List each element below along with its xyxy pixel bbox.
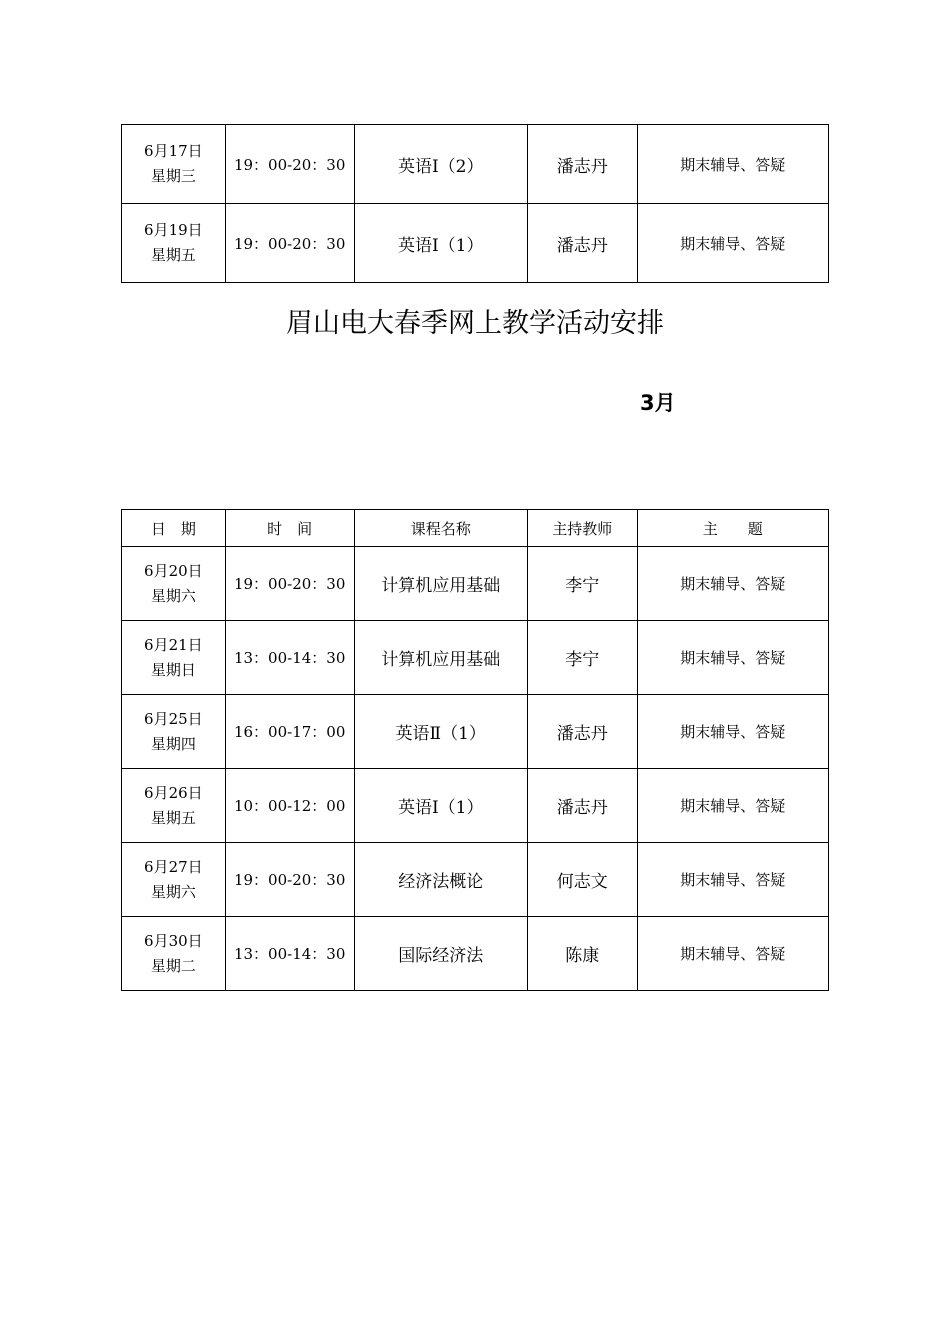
- header-topic: 主 题: [637, 510, 828, 547]
- header-date: 日 期: [122, 510, 226, 547]
- time-cell: 13：00-14：30: [225, 621, 354, 695]
- topic-cell: 期末辅导、答疑: [637, 204, 828, 283]
- time-cell: 13：00-14：30: [225, 917, 354, 991]
- teacher-cell: 李宁: [527, 547, 637, 621]
- table-row: [122, 843, 829, 917]
- topic-cell: 期末辅导、答疑: [637, 917, 828, 991]
- date-cell: 6月17日 星期三: [122, 125, 226, 204]
- course-cell: 英语Ⅰ（1）: [354, 769, 527, 843]
- topic-cell: 期末辅导、答疑: [637, 125, 828, 204]
- time-cell: 10：00-12：00: [225, 769, 354, 843]
- schedule-table-continued: [121, 124, 829, 283]
- course-cell: 英语Ⅰ（1）: [354, 204, 527, 283]
- header-time: 时 间: [225, 510, 354, 547]
- course-cell: 英语Ⅰ（2）: [354, 125, 527, 204]
- time-cell: 19：00-20：30: [225, 843, 354, 917]
- teacher-cell: 潘志丹: [527, 769, 637, 843]
- course-cell: 经济法概论: [354, 843, 527, 917]
- month-label: 3月: [640, 391, 676, 415]
- date-cell: 6月30日 星期二: [122, 917, 226, 991]
- table-row: [122, 695, 829, 769]
- header-teacher: 主持教师: [527, 510, 637, 547]
- teacher-cell: 潘志丹: [527, 125, 637, 204]
- date-cell: 6月26日 星期五: [122, 769, 226, 843]
- table-row: [122, 204, 829, 283]
- table-header-row: [122, 510, 829, 547]
- table-row: [122, 769, 829, 843]
- course-cell: 计算机应用基础: [354, 621, 527, 695]
- topic-cell: 期末辅导、答疑: [637, 621, 828, 695]
- course-cell: 计算机应用基础: [354, 547, 527, 621]
- time-cell: 19：00-20：30: [225, 125, 354, 204]
- teacher-cell: 潘志丹: [527, 695, 637, 769]
- date-cell: 6月25日 星期四: [122, 695, 226, 769]
- teacher-cell: 李宁: [527, 621, 637, 695]
- date-cell: 6月20日 星期六: [122, 547, 226, 621]
- table-row: [122, 917, 829, 991]
- header-course: 课程名称: [354, 510, 527, 547]
- time-cell: 19：00-20：30: [225, 547, 354, 621]
- topic-cell: 期末辅导、答疑: [637, 547, 828, 621]
- topic-cell: 期末辅导、答疑: [637, 769, 828, 843]
- table-row: [122, 621, 829, 695]
- topic-cell: 期末辅导、答疑: [637, 695, 828, 769]
- date-cell: 6月27日 星期六: [122, 843, 226, 917]
- teacher-cell: 陈康: [527, 917, 637, 991]
- date-cell: 6月21日 星期日: [122, 621, 226, 695]
- schedule-table: [121, 509, 829, 991]
- page-title: 眉山电大春季网上教学活动安排: [286, 308, 664, 339]
- course-cell: 英语Ⅱ（1）: [354, 695, 527, 769]
- topic-cell: 期末辅导、答疑: [637, 843, 828, 917]
- teacher-cell: 潘志丹: [527, 204, 637, 283]
- date-cell: 6月19日 星期五: [122, 204, 226, 283]
- time-cell: 16：00-17：00: [225, 695, 354, 769]
- time-cell: 19：00-20：30: [225, 204, 354, 283]
- teacher-cell: 何志文: [527, 843, 637, 917]
- course-cell: 国际经济法: [354, 917, 527, 991]
- table-row: [122, 547, 829, 621]
- table-row: [122, 125, 829, 204]
